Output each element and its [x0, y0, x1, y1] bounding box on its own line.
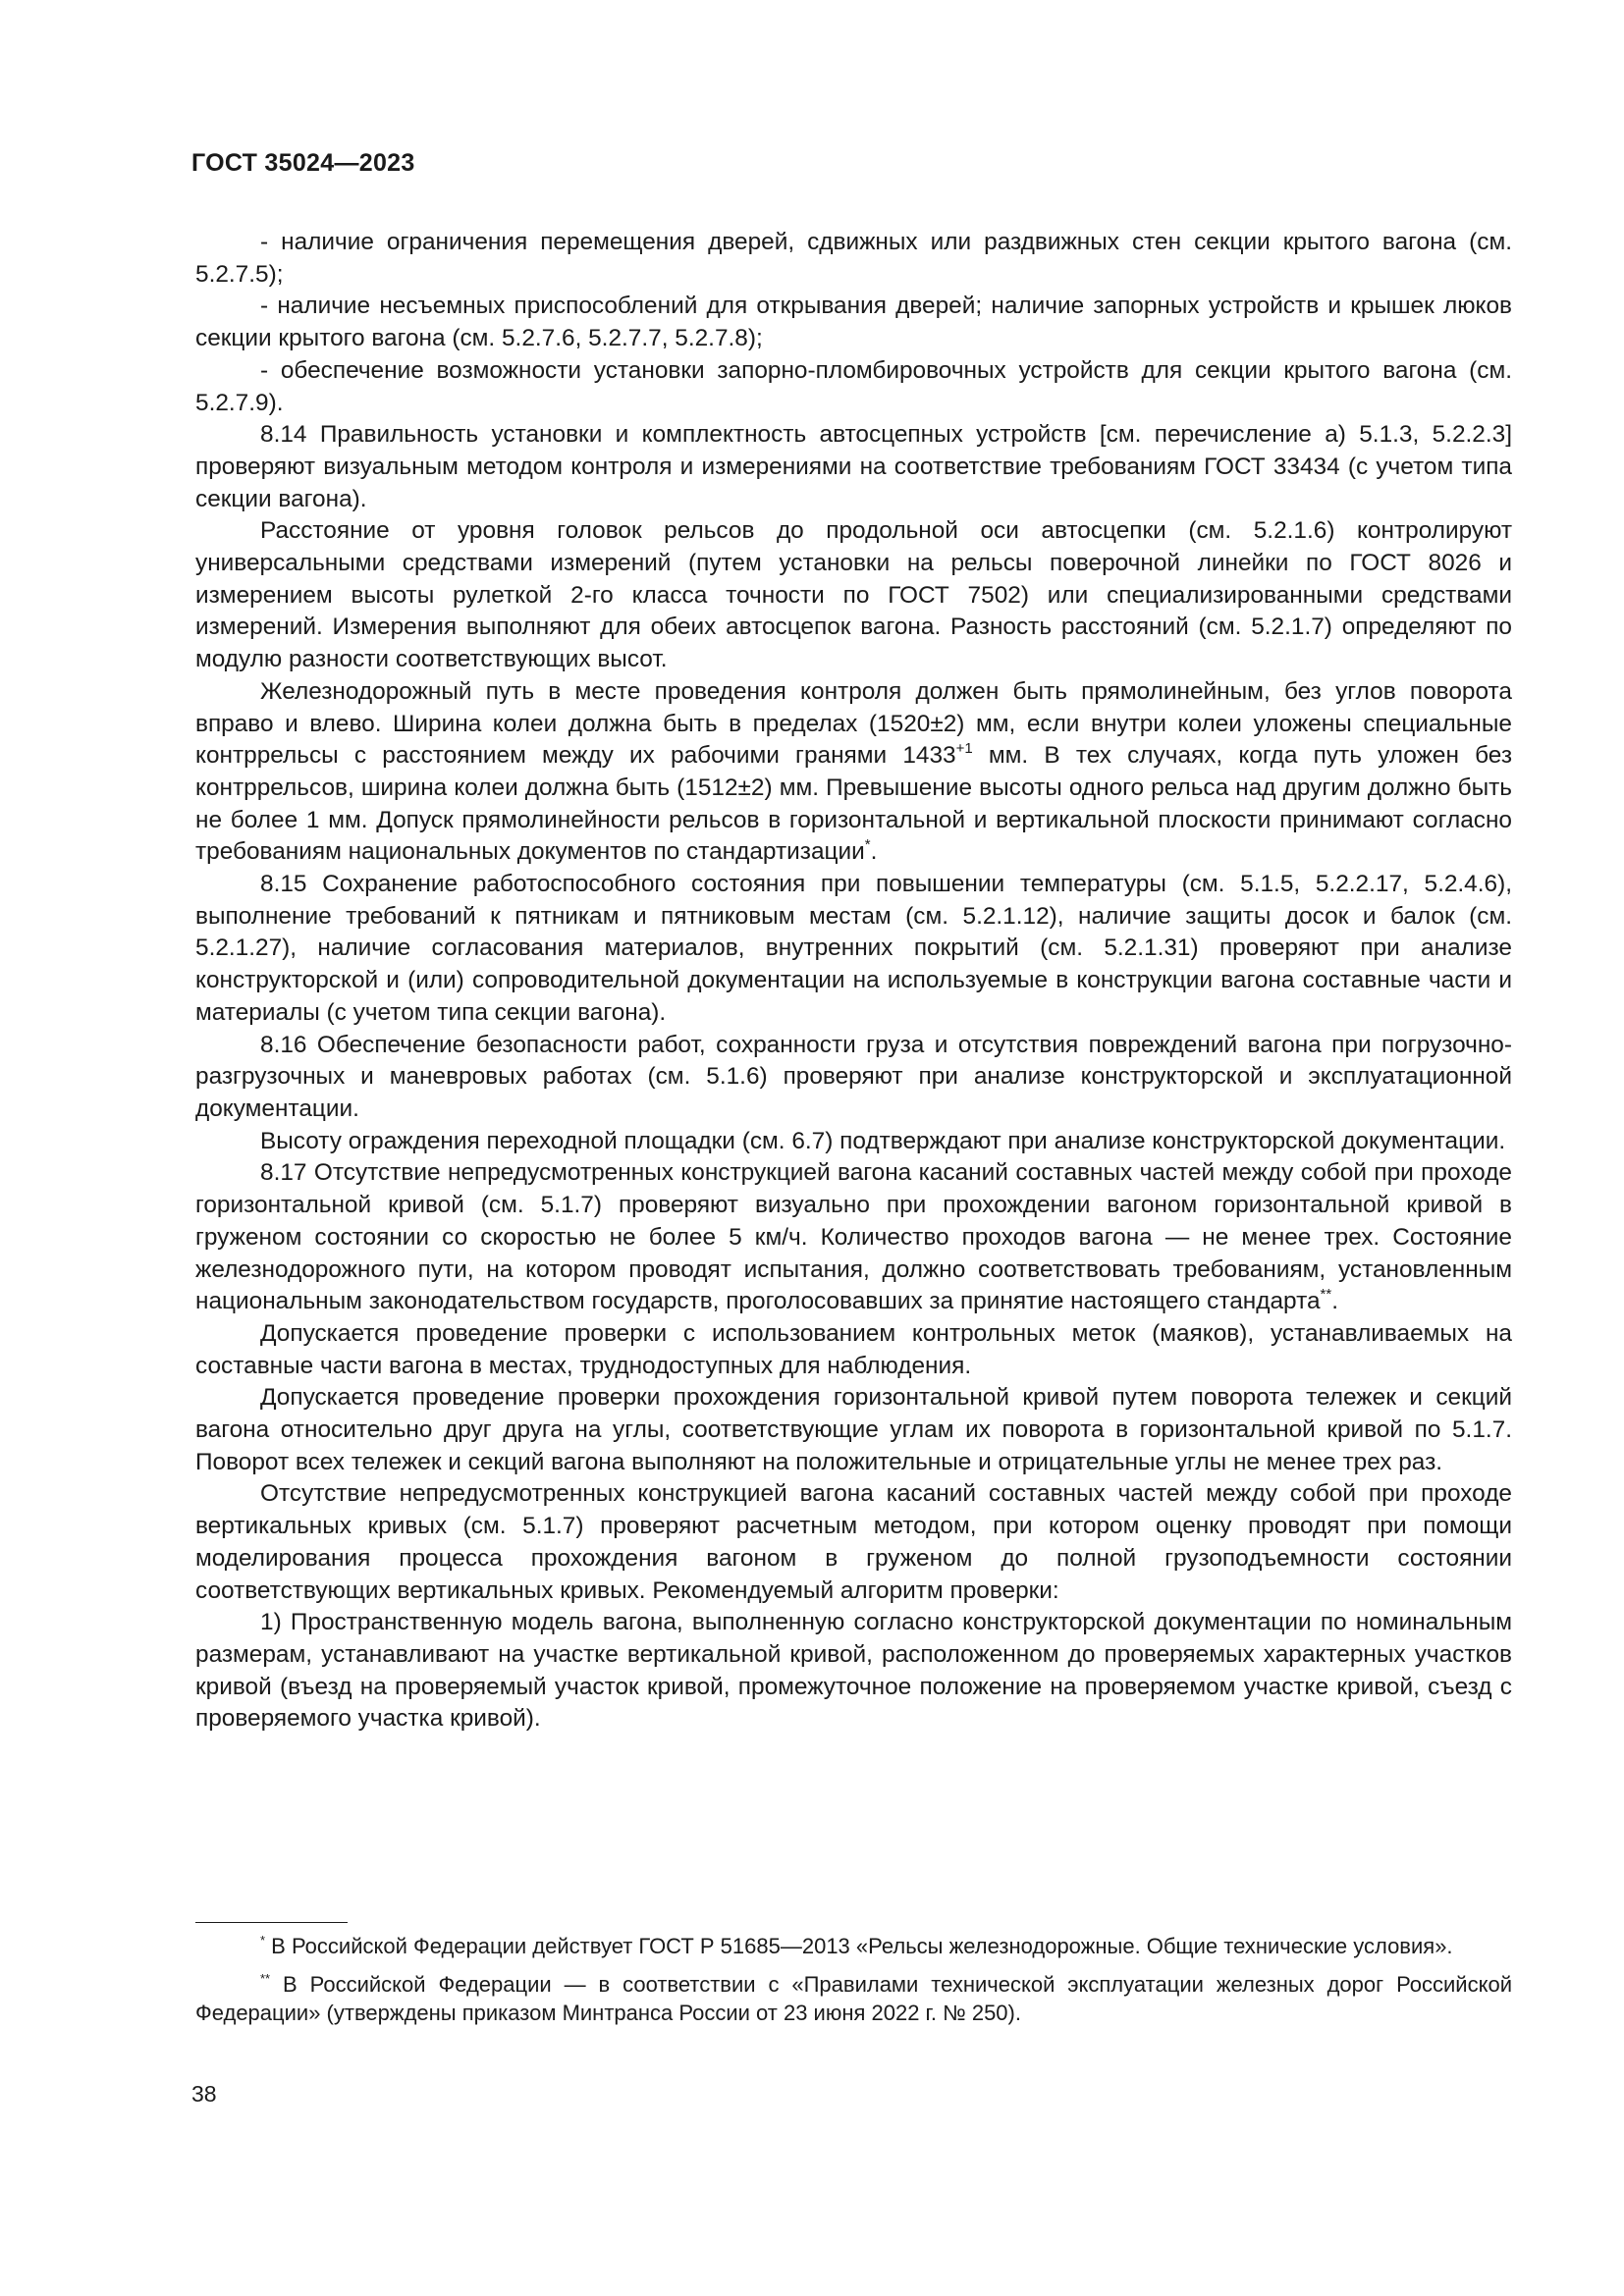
- footnote-2-text: В Российской Федерации — в соответствии с «Правилами технической эксплуатации железных дорог Российской Федерации» (утверждены приказом Минтранса России от 23 июня 2022 г. № 250).: [195, 1971, 1512, 2025]
- track-text-part-2: мм. В тех случаях, когда путь уложен без контррельсов, ширина колеи должна быть (1512±2) мм. Превышение высоты одного рельса над другим должно быть не более 1 мм. Допуск прямолинейности рельсов в горизонтальной и вертикальной плоскости принимают согласно требованиям национальных документов по стандартизации: [195, 742, 1513, 866]
- footnotes: [195, 1932, 1512, 2037]
- footnote-2-mark: **: [260, 1970, 271, 1986]
- list-item-seal-devices: - обеспечение возможности установки запорно-пломбировочных устройств для секции крытого вагона (см. 5.2.7.9).: [195, 356, 1512, 416]
- footnote-2: [195, 1970, 1512, 2028]
- clause-8-17-end: .: [1331, 1288, 1339, 1315]
- paragraph-vertical-curves: Отсутствие непредусмотренных конструкцией вагона касаний составных частей между собой при проходе вертикальных кривых (см. 5.1.7) проверяют расчетным методом, при котором оценку проводят при помощи моделирования процесса прохождения вагоном в груженом до полной грузоподъемности состоянии соответствующих вертикальных кривых. Рекомендуемый алгоритм проверки:: [195, 1480, 1512, 1604]
- tolerance-superscript: +1: [955, 740, 973, 758]
- page-number: 38: [191, 2081, 217, 2107]
- paragraph-coupler-height: Расстояние от уровня головок рельсов до продольной оси автосцепки (см. 5.2.1.6) контролируют универсальными средствами измерений (путем установки на рельсы поверочной линейки по ГОСТ 8026 и измерением высоты рулеткой 2-го класса точности по ГОСТ 7502) или специализированными средствами измерений. Измерения выполняют для обеих автосцепок вагона. Разность расстояний (см. 5.2.1.7) определяют по модулю разности соответствующих высот.: [195, 517, 1512, 673]
- list-item-door-restriction: - наличие ограничения перемещения дверей, сдвижных или раздвижных стен секции крытого вагона (см. 5.2.7.5);: [195, 229, 1512, 288]
- clause-8-16: 8.16 Обеспечение безопасности работ, сохранности груза и отсутствия повреждений вагона при погрузочно-разгрузочных и маневровых работах (см. 5.1.6) проверяют при анализе конструкторской и эксплуатационной документации.: [195, 1031, 1512, 1122]
- footnote-divider: [195, 1922, 348, 1923]
- standard-code-header: ГОСТ 35024—2023: [191, 149, 415, 177]
- paragraph-control-marks: Допускается проведение проверки с использованием контрольных меток (маяков), устанавливаемых на составные части вагона в местах, труднодоступных для наблюдения.: [195, 1319, 1512, 1379]
- list-item-door-devices: - наличие несъемных приспособлений для открывания дверей; наличие запорных устройств и крышек люков секции крытого вагона (см. 5.2.7.6, 5.2.7.7, 5.2.7.8);: [195, 293, 1512, 352]
- algorithm-step-1: 1) Пространственную модель вагона, выполненную согласно конструкторской документации по номинальным размерам, устанавливают на участке вертикальной кривой, расположенном до проверяемых характерных участков кривой (въезд на проверяемый участок кривой, промежуточное положение на проверяемом участке кривой, съезд с проверяемого участка кривой).: [195, 1609, 1512, 1733]
- footnote-1-text: В Российской Федерации действует ГОСТ Р 51685—2013 «Рельсы железнодорожные. Общие технические условия».: [265, 1934, 1453, 1958]
- footnote-1-mark: *: [260, 1933, 266, 1948]
- footnote-ref-1[interactable]: *: [864, 836, 871, 854]
- paragraph-platform-fence: Высоту ограждения переходной площадки (см. 6.7) подтверждают при анализе конструкторской документации.: [260, 1127, 1506, 1154]
- paragraph-track-requirements: [195, 676, 1512, 869]
- paragraph-bogie-rotation: Допускается проведение проверки прохождения горизонтальной кривой путем поворота тележек и секций вагона относительно друг друга на углы, соответствующие углам их поворота в горизонтальной кривой по 5.1.7. Поворот всех тележек и секций вагона выполняют на положительные и отрицательные углы не менее трех раз.: [195, 1384, 1512, 1475]
- clause-8-14: 8.14 Правильность установки и комплектность автосцепных устройств [см. перечисление а) 5.1.3, 5.2.2.3] проверяют визуальным методом контроля и измерениями на соответствие требованиям ГОСТ 33434 (с учетом типа секции вагона).: [195, 421, 1512, 512]
- track-text-part-1: Железнодорожный путь в месте проведения контроля должен быть прямолинейным, без углов поворота вправо и влево. Ширина колеи должна быть в пределах (1520±2) мм, если внутри колеи уложены специальные контррельсы с расстоянием между их рабочими гранями 1433: [195, 677, 1512, 770]
- footnote-1: [195, 1932, 1512, 1961]
- clause-8-17: [195, 1157, 1512, 1318]
- body-text: [195, 227, 1512, 1735]
- footnote-ref-2[interactable]: **: [1320, 1286, 1332, 1304]
- track-text-part-3: .: [870, 838, 878, 866]
- clause-8-17-text: 8.17 Отсутствие непредусмотренных конструкцией вагона касаний составных частей между собой при проходе горизонтальной кривой (см. 5.1.7) проверяют визуально при прохождении вагоном горизонтальной кривой в груженом состоянии со скоростью не более 5 км/ч. Количество проходов вагона — не менее трех. Состояние железнодорожного пути, на котором проводят испытания, должно соответствовать требованиям, установленным национальным законодательством государств, проголосовавших за принятие настоящего стандарта: [195, 1159, 1512, 1315]
- clause-8-15: 8.15 Сохранение работоспособного состояния при повышении температуры (см. 5.1.5, 5.2.2.17, 5.2.4.6), выполнение требований к пятникам и пятниковым местам (см. 5.2.1.12), наличие защиты досок и балок (см. 5.2.1.27), наличие согласования материалов, внутренних покрытий (см. 5.2.1.31) проверяют при анализе конструкторской и (или) сопроводительной документации на используемые в конструкции вагона составные части и материалы (с учетом типа секции вагона).: [195, 871, 1512, 1026]
